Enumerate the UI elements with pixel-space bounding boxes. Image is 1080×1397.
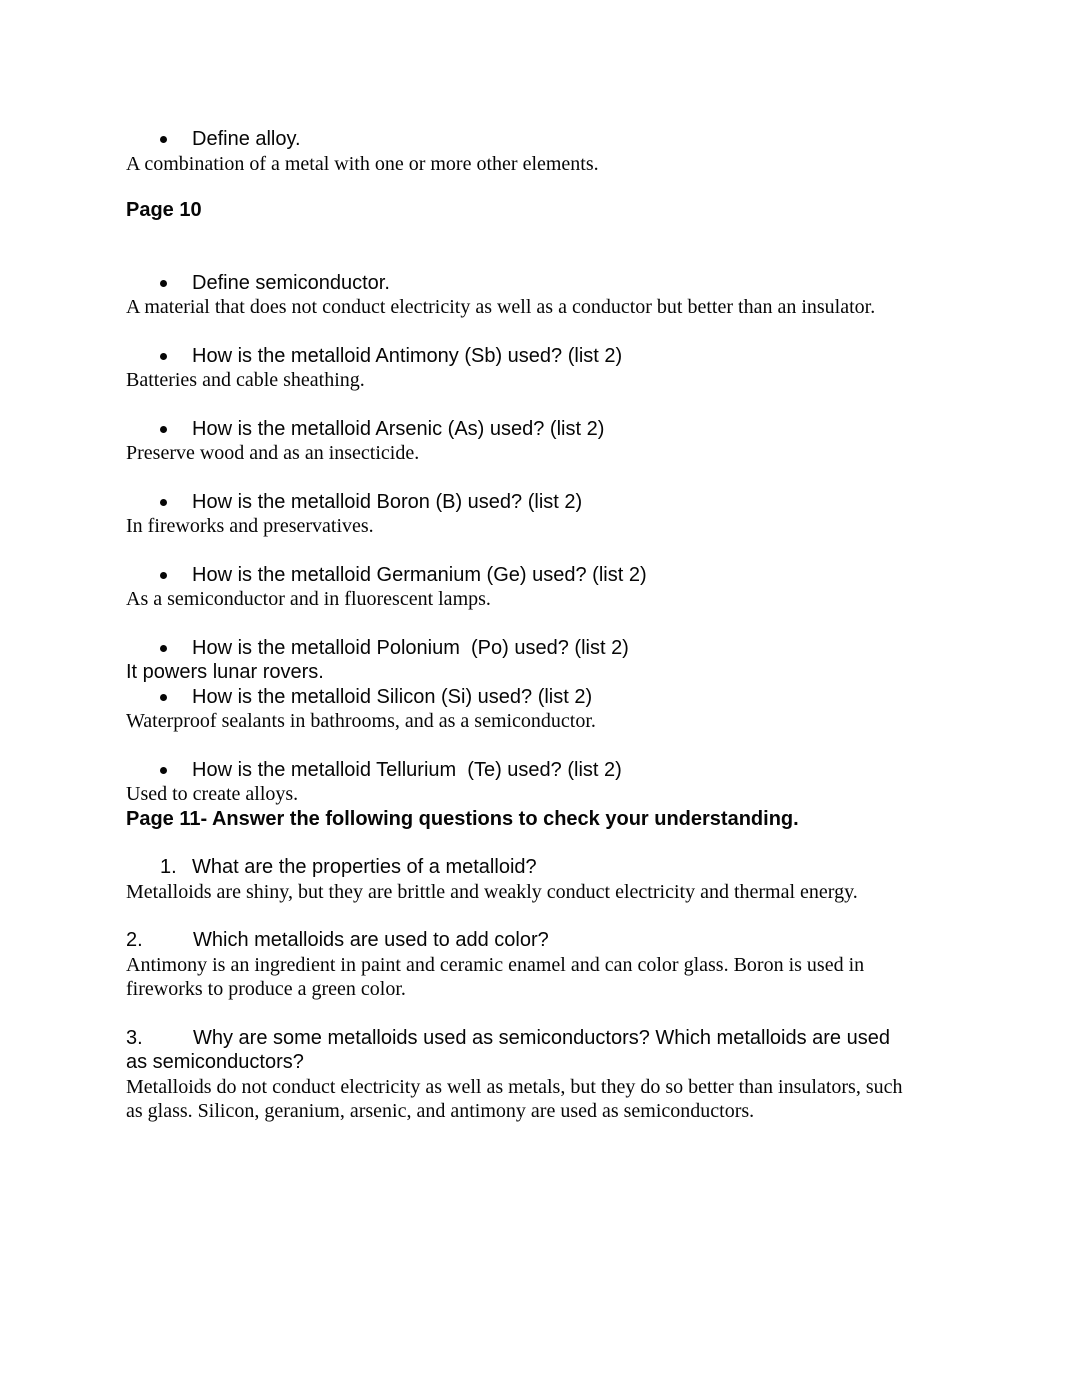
numbered-question-line — [126, 855, 1006, 880]
question-text: How is the metalloid Antimony (Sb) used? (list 2) — [192, 344, 623, 367]
answer-text: In fireworks and preservatives. — [126, 515, 374, 537]
answer-text: A combination of a metal with one or more other elements. — [126, 152, 599, 175]
question-text-wrap: as semiconductors? — [126, 1051, 304, 1073]
answer-text: Preserve wood and as an insecticide. — [126, 442, 420, 464]
answer-line: fireworks to produce a green color. — [126, 978, 406, 1000]
bullet-question-line — [126, 563, 1006, 588]
bullet-question-item — [126, 417, 1006, 466]
question-number: 2. — [126, 929, 143, 951]
bullet-icon — [160, 136, 167, 143]
answer-text: Batteries and cable sheathing. — [126, 369, 365, 391]
numbered-question-item — [126, 928, 1006, 1002]
answer-text: It powers lunar rovers. — [126, 661, 324, 683]
bullet-question-item — [126, 127, 1006, 176]
numbered-question-item — [126, 855, 1006, 904]
question-text: Which metalloids are used to add color? — [193, 929, 549, 951]
bullet-question-line — [126, 490, 1006, 515]
bullet-icon — [160, 426, 167, 433]
bullet-question-line — [126, 127, 1006, 152]
bullet-question-item — [126, 344, 1006, 393]
numbered-question-line — [126, 928, 1006, 953]
answer-text: A material that does not conduct electricity as well as a conductor but better than an insulator. — [126, 296, 876, 318]
bullet-question-item — [126, 685, 1006, 734]
bullet-question-item — [126, 271, 1006, 320]
bullet-icon — [160, 353, 167, 360]
bullet-question-line — [126, 344, 1006, 369]
bullet-question-item — [126, 563, 1006, 612]
question-number: 1. — [160, 856, 177, 878]
bullet-question-line — [126, 685, 1006, 710]
bullet-icon — [160, 645, 167, 652]
bullet-icon — [160, 280, 167, 287]
bullet-question-item — [126, 636, 1006, 685]
bullet-icon — [160, 499, 167, 506]
question-text: How is the metalloid Germanium (Ge) used? (list 2) — [192, 563, 647, 586]
question-number: 3. — [126, 1026, 143, 1049]
question-text: How is the metalloid Silicon (Si) used? (list 2) — [192, 685, 593, 708]
answer-text: As a semiconductor and in fluorescent lamps. — [126, 588, 491, 610]
numbered-question-line — [126, 1026, 1006, 1075]
bullet-question-item — [126, 758, 1006, 807]
bullet-icon — [160, 767, 167, 774]
answer-text: Waterproof sealants in bathrooms, and as a semiconductor. — [126, 710, 596, 732]
answer-line: Metalloids do not conduct electricity as well as metals, but they do so better than insulators, such — [126, 1075, 903, 1098]
question-text: How is the metalloid Arsenic (As) used? (list 2) — [192, 417, 605, 440]
answer-line: as glass. Silicon, geranium, arsenic, and antimony are used as semiconductors. — [126, 1100, 755, 1122]
bullet-question-line — [126, 417, 1006, 442]
document-content — [126, 127, 1006, 1124]
bullet-icon — [160, 694, 167, 701]
question-text: Define alloy. — [192, 128, 301, 150]
answer-text: Metalloids are shiny, but they are brittle and weakly conduct electricity and thermal energy. — [126, 880, 858, 903]
question-text: Why are some metalloids used as semiconductors? Which metalloids are used — [193, 1026, 890, 1049]
answer-text: Used to create alloys. — [126, 783, 299, 805]
numbered-question-item — [126, 1026, 1006, 1124]
section-heading-page10: Page 10 — [126, 199, 202, 221]
bullet-question-line — [126, 636, 1006, 661]
question-text: What are the properties of a metalloid? — [192, 856, 537, 878]
bullet-question-line — [126, 271, 1006, 296]
answer-text — [126, 1075, 1006, 1124]
section-heading-page11: Page 11- Answer the following questions to check your understanding. — [126, 807, 799, 830]
bullet-icon — [160, 572, 167, 579]
answer-line: Antimony is an ingredient in paint and ceramic enamel and can color glass. Boron is used in — [126, 953, 865, 976]
bullet-question-item — [126, 490, 1006, 539]
answer-text — [126, 953, 1006, 1002]
question-text: Define semiconductor. — [192, 271, 390, 294]
question-text: How is the metalloid Tellurium (Te) used? (list 2) — [192, 758, 622, 781]
bullet-question-line — [126, 758, 1006, 783]
question-text: How is the metalloid Polonium (Po) used? (list 2) — [192, 636, 629, 659]
question-text: How is the metalloid Boron (B) used? (list 2) — [192, 490, 583, 513]
